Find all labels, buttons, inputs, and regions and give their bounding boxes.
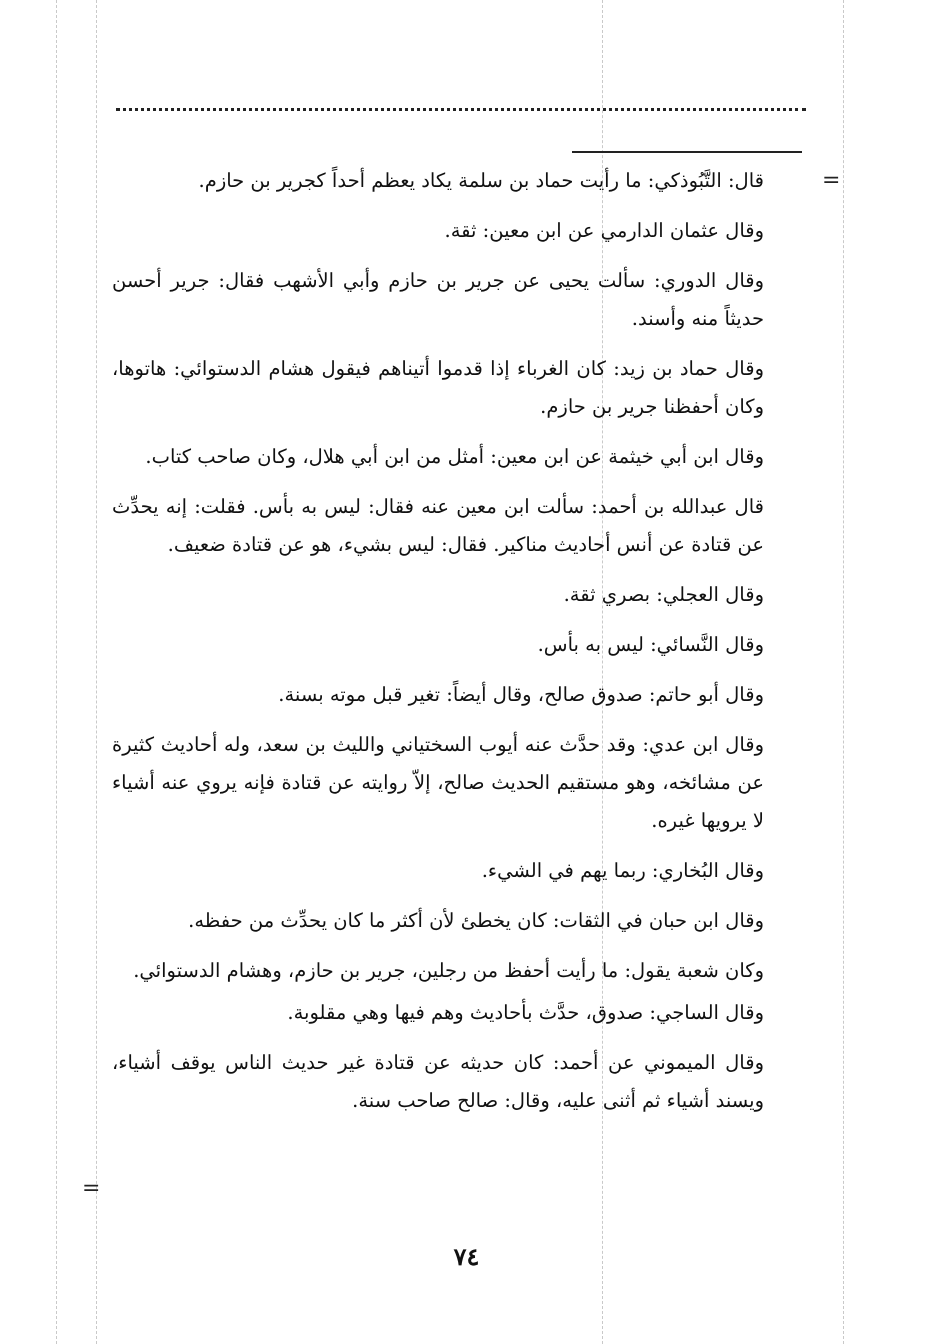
paragraph: وقال العجلي: بصري ثقة. — [563, 583, 764, 606]
paragraph: وقال عثمان الدارمي عن ابن معين: ثقة. — [444, 219, 764, 242]
paragraph: وقال الدوري: سألت يحيى عن جرير بن حازم وأبي الأشهب فقال: جرير أحسن حديثاً منه وأسند. — [112, 269, 764, 330]
page-body — [112, 162, 764, 1132]
paragraph: قال: التَّبُوذكي: ما رأيت حماد بن سلمة يكاد يعظم أحداً كجرير بن حازم. — [198, 169, 764, 192]
continuation-mark-bottom: = — [82, 1176, 101, 1201]
paragraph: وقال ابن عدي: وقد حدَّث عنه أيوب السختياني والليث بن سعد، وله أحاديث كثيرة عن مشائخه، وهو مستقيم الحديث صالح، إلاّ روايته عن قتادة فإنه يروي عنه أشياء لا يرويها غيره. — [112, 733, 764, 832]
paragraph: قال عبدالله بن أحمد: سألت ابن معين عنه فقال: ليس به بأس. فقلت: إنه يحدِّث عن قتادة عن أنس أحاديث مناكير. فقال: ليس بشيء، هو عن قتادة ضعيف. — [112, 495, 764, 556]
scan-guide-line — [96, 0, 97, 1344]
paragraph: وكان شعبة يقول: ما رأيت أحفظ من رجلين، جرير بن حازم، وهشام الدستوائي. — [133, 959, 764, 982]
footnote-rule — [572, 151, 802, 153]
page-number: ٧٤ — [453, 1242, 480, 1271]
paragraph: وقال حماد بن زيد: كان الغرباء إذا قدموا أتيناهم فيقول هشام الدستوائي: هاتوها، وكان أحفظنا جرير بن حازم. — [112, 357, 764, 418]
paragraph: وقال ابن حبان في الثقات: كان يخطئ لأن أكثر ما كان يحدِّث من حفظه. — [188, 909, 764, 932]
scan-guide-line — [56, 0, 57, 1344]
scan-guide-line — [843, 0, 844, 1344]
paragraph: وقال الساجي: صدوق، حدَّث بأحاديث وهم فيها وهي مقلوبة. — [287, 1001, 764, 1024]
paragraph: وقال الميموني عن أحمد: كان حديثه عن قتادة غير حديث الناس يوقف أشياء، ويسند أشياء ثم أثنى عليه، وقال: صالح صاحب سنة. — [112, 1051, 764, 1112]
continuation-mark-top: = — [822, 168, 841, 193]
paragraph: وقال أبو حاتم: صدوق صالح، وقال أيضاً: تغير قبل موته بسنة. — [278, 683, 764, 706]
paragraph: وقال البُخاري: ربما يهم في الشيء. — [481, 859, 764, 882]
paragraph: وقال ابن أبي خيثمة عن ابن معين: أمثل من ابن أبي هلال، وكان صاحب كتاب. — [145, 445, 764, 468]
paragraph: وقال النَّسائي: ليس به بأس. — [537, 633, 764, 656]
dotted-separator — [116, 108, 806, 119]
